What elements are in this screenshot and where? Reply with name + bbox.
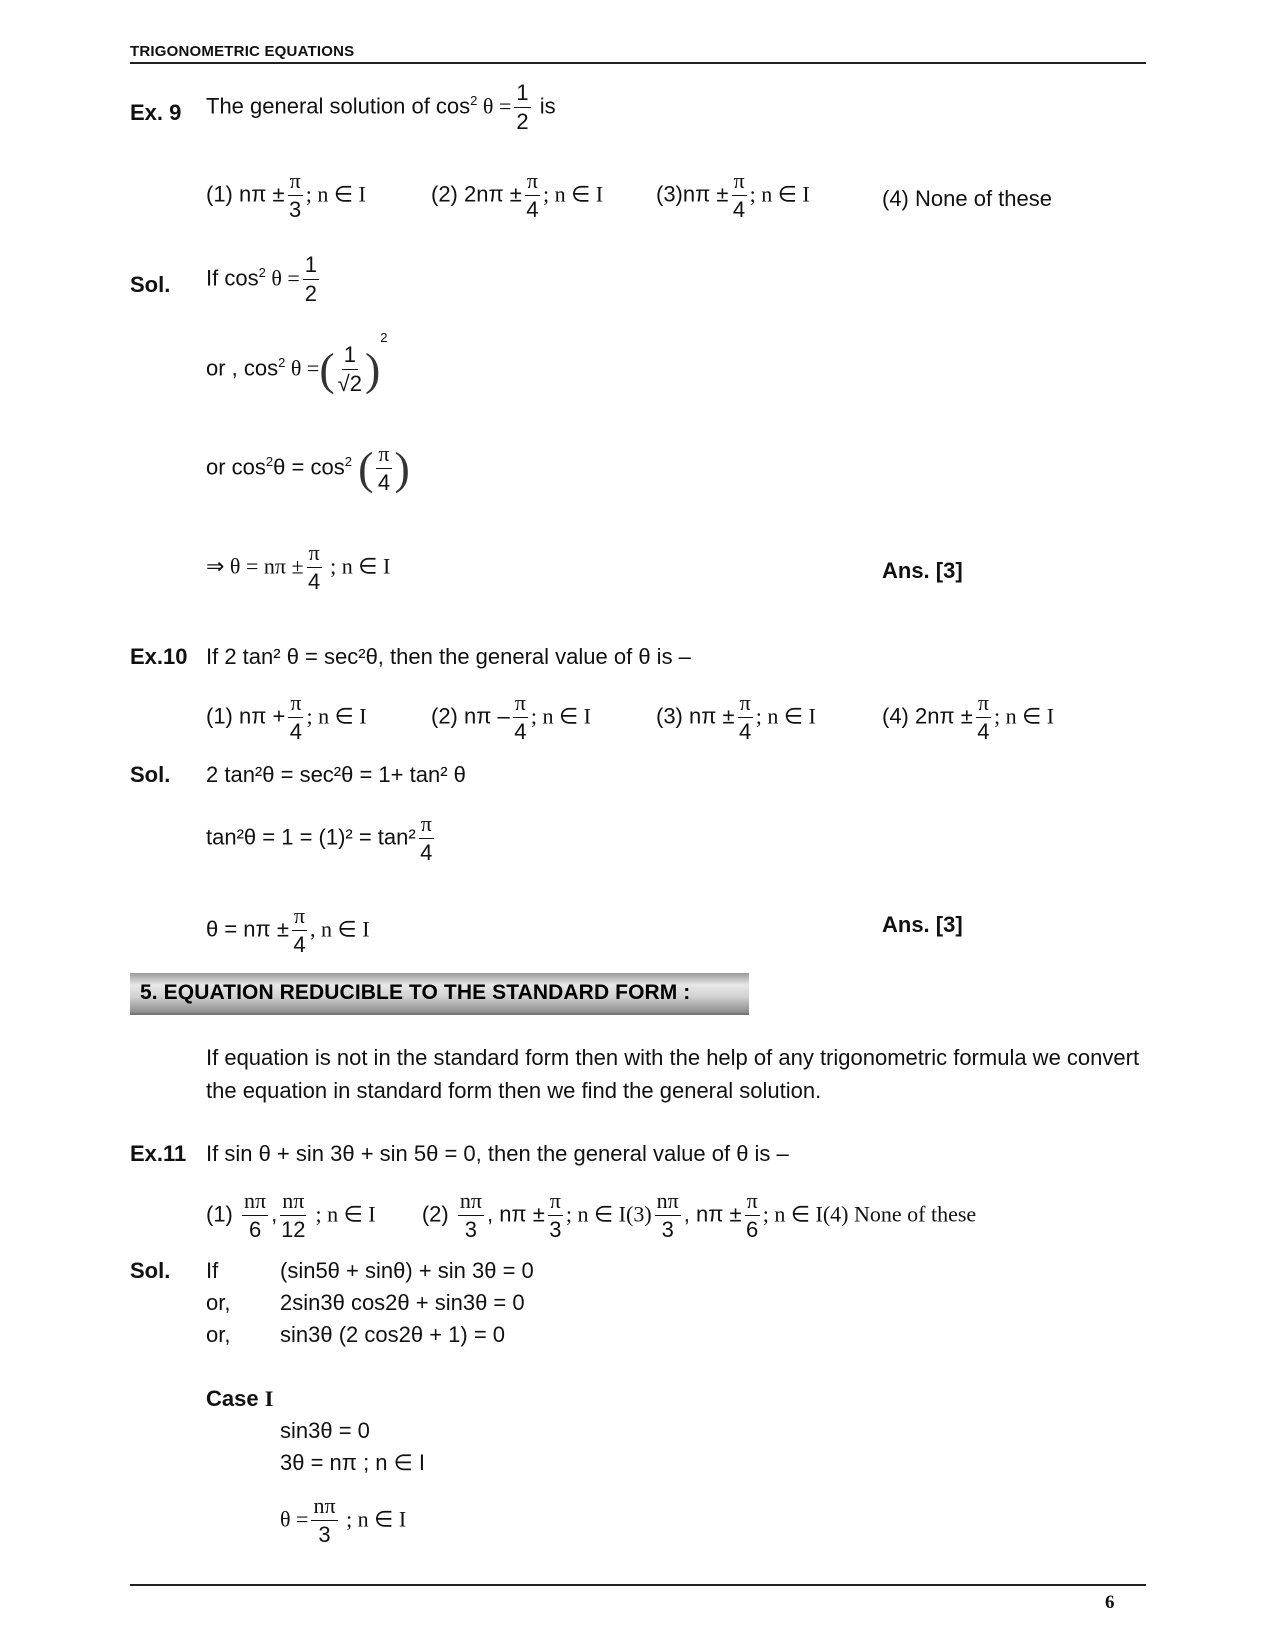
fraction [303, 254, 319, 305]
numerator: nπ [280, 1190, 306, 1216]
ex9-option-1 [206, 170, 366, 221]
running-header-title: TRIGONOMETRIC EQUATIONS [130, 43, 355, 60]
ex10-sol-label: Sol. [130, 762, 171, 787]
text: θ = [265, 265, 300, 291]
text: If cos [206, 265, 259, 291]
text: or , cos [206, 355, 279, 381]
numerator: nπ [311, 1495, 337, 1521]
fraction [288, 170, 303, 221]
section5-paragraph: If equation is not in the standard form then with the help of any trigonometric formula we convert the equation in standard form then we find the general solution. [206, 1045, 1140, 1103]
ex9-option-2 [431, 170, 603, 221]
option-prefix: (1) nπ ± [206, 181, 285, 207]
numerator: π [376, 443, 391, 469]
numerator: π [976, 692, 991, 718]
numerator: 1 [342, 344, 358, 370]
numerator: π [513, 692, 528, 718]
denominator: 3 [318, 1522, 331, 1547]
ex11-question: If sin θ + sin 3θ + sin 5θ = 0, then the general value of θ is – [206, 1141, 789, 1166]
numerator: π [525, 170, 540, 196]
ex9-option-4: (4) None of these [882, 186, 1052, 211]
text: θ = cos [273, 454, 345, 480]
fraction [548, 1190, 563, 1241]
ex10-option-1 [206, 692, 367, 743]
text: θ = [285, 355, 320, 381]
option-prefix: (1) nπ + [206, 703, 286, 729]
text: ; n ∈ I [340, 1506, 407, 1532]
ex9-question [206, 82, 556, 133]
option-suffix: ; n ∈ I(3) [565, 1201, 652, 1227]
fraction [976, 692, 991, 743]
option-suffix: ; n ∈ I [993, 703, 1055, 729]
denominator: 4 [514, 719, 527, 744]
page-number: 6 [1105, 1592, 1115, 1613]
fraction [288, 692, 303, 743]
ex11-sol-lead-3: or, [206, 1322, 231, 1347]
ex10-option-3 [656, 692, 816, 743]
option-prefix: (3) nπ ± [656, 703, 735, 729]
ex10-label: Ex.10 [130, 644, 188, 669]
ex10-sol-line-3 [206, 905, 370, 956]
text: 3θ = nπ ; n ∈ I [280, 1450, 426, 1475]
ex10-question: If 2 tan² θ = sec²θ, then the general value of θ is – [206, 644, 691, 669]
option-suffix: ; n ∈ I [315, 1201, 376, 1227]
case-numeral: I [264, 1386, 274, 1411]
ex9-question-suffix: is [533, 93, 556, 119]
denominator: 4 [289, 719, 303, 744]
option-suffix: ; n ∈ I(4) None of these [762, 1201, 977, 1227]
numerator: π [738, 692, 753, 718]
case-line-1: sin3θ = 0 [280, 1418, 370, 1443]
numerator: nπ [655, 1190, 681, 1216]
option-suffix: ; n ∈ I [755, 703, 816, 729]
text: , nπ ± [486, 1201, 545, 1227]
ex9-answer: Ans. [3] [882, 558, 963, 583]
denominator: 3 [464, 1217, 478, 1242]
option-suffix: ; n ∈ I [542, 181, 604, 207]
numerator: π [419, 813, 434, 839]
numerator: π [288, 170, 303, 196]
numerator: nπ [242, 1190, 268, 1216]
fraction [732, 170, 747, 221]
text: ⇒ θ = nπ ± [206, 553, 304, 579]
denominator: 6 [746, 1217, 759, 1242]
denominator: 2 [516, 109, 529, 134]
superscript: 2 [258, 264, 266, 280]
denominator: 4 [739, 719, 752, 744]
numerator: 1 [514, 82, 530, 108]
fraction [292, 905, 307, 956]
option-prefix: (2) nπ – [431, 703, 510, 729]
fraction [338, 344, 362, 395]
denominator: 4 [307, 569, 321, 594]
ex9-sol-line-1 [206, 254, 322, 305]
superscript: 2 [278, 354, 286, 370]
denominator: 3 [661, 1217, 674, 1242]
ex9-sol-line-4 [206, 542, 390, 593]
denominator: 2 [304, 281, 318, 306]
ex11-options: (1) $\frac{n\pi}{6}$ , $\frac{n\pi}{12}$ ; n ∈ I (2) $\frac{n\pi}{3}$ , nπ ± $\frac{\pi}{3}$ ; n ∈ I(3) $\frac{n\pi}{3}$ , nπ ± $\frac{\pi}{6}$ ; n ∈ I(4) None of these [206, 1188, 977, 1242]
ex10-option-2 [431, 692, 591, 743]
ex9-question-mid: θ = [477, 93, 512, 119]
right-paren: ) [364, 343, 381, 395]
text: tan²θ = 1 = (1)² = tan² [206, 824, 416, 850]
footer-rule [130, 1584, 1146, 1586]
option-suffix: ; n ∈ I [305, 181, 366, 207]
ex11-sol-expr-1: (sin5θ + sinθ) + sin 3θ = 0 [280, 1258, 534, 1283]
text: θ = [280, 1506, 309, 1532]
ex11-sol-expr-2: 2sin3θ cos2θ + sin3θ = 0 [280, 1290, 525, 1315]
numerator: π [745, 1190, 760, 1216]
exponent: 2 [380, 330, 388, 345]
denominator: 4 [420, 840, 433, 865]
section-heading: 5. EQUATION REDUCIBLE TO THE STANDARD FORM : [140, 981, 691, 1004]
denominator: 12 [281, 1217, 306, 1242]
numerator: 1 [303, 254, 319, 280]
fraction [745, 1190, 760, 1241]
fraction [419, 813, 434, 864]
case-line-3 [280, 1495, 406, 1546]
text: ; n ∈ I [324, 553, 391, 579]
numerator: π [288, 692, 303, 718]
right-paren: ) [394, 442, 410, 494]
ex9-sol-line-2 [206, 330, 388, 396]
option-1-label: (1) [206, 1201, 233, 1227]
ex9-option-3 [656, 170, 810, 221]
text: or cos [206, 454, 266, 480]
fraction [513, 692, 528, 743]
option-prefix: (4) 2nπ ± [882, 703, 973, 729]
left-paren: ( [358, 442, 374, 494]
ex10-sol-line-1: 2 tan²θ = sec²θ = 1+ tan² θ [206, 762, 466, 787]
numerator: π [292, 905, 307, 931]
ex9-question-text: The general solution of cos [206, 93, 471, 119]
ex9-label: Ex. 9 [130, 100, 182, 125]
ex11-sol-expr-3: sin3θ (2 cos2θ + 1) = 0 [280, 1322, 506, 1347]
numerator: π [548, 1190, 563, 1216]
fraction [242, 1190, 268, 1241]
denominator: 6 [248, 1217, 262, 1242]
ex11-sol-label: Sol. [130, 1258, 171, 1283]
case-heading [206, 1386, 273, 1412]
numerator: nπ [458, 1190, 484, 1216]
denominator: √2 [337, 371, 362, 396]
option-suffix: ; n ∈ I [749, 181, 810, 207]
option-prefix: (2) 2nπ ± [431, 181, 522, 207]
ex10-option-4 [882, 692, 1054, 743]
fraction [307, 542, 322, 593]
fraction [514, 82, 530, 133]
ex10-answer: Ans. [3] [882, 912, 963, 937]
option-suffix: ; n ∈ I [530, 703, 591, 729]
denominator: 4 [526, 197, 539, 222]
denominator: 3 [549, 1217, 562, 1242]
superscript: 2 [344, 453, 352, 469]
ex10-sol-line-2 [206, 813, 437, 864]
denominator: 4 [977, 719, 990, 744]
case-line-2 [280, 1450, 425, 1476]
numerator: π [307, 542, 322, 568]
fraction [376, 443, 391, 494]
superscript: 2 [470, 92, 478, 108]
option-suffix: ; n ∈ I [306, 703, 367, 729]
section-heading-bar [130, 973, 749, 1015]
option-prefix: (3)nπ ± [656, 181, 729, 207]
text: , nπ ± [683, 1201, 742, 1227]
denominator: 4 [293, 932, 306, 957]
ex9-sol-line-3 [206, 443, 410, 494]
ex11-sol-lead-2: or, [206, 1290, 231, 1315]
fraction [280, 1190, 306, 1241]
fraction [655, 1190, 681, 1241]
header-rule [130, 62, 1146, 64]
ex9-sol-label: Sol. [130, 272, 171, 297]
case-label: Case [206, 1386, 259, 1411]
ex11-label: Ex.11 [130, 1141, 187, 1166]
numerator: π [732, 170, 747, 196]
denominator: 3 [289, 197, 302, 222]
option-2-label: (2) [421, 1201, 449, 1227]
text: θ = nπ ± [206, 916, 289, 942]
fraction [311, 1495, 337, 1546]
ex11-sol-lead-1: If [206, 1258, 219, 1283]
left-paren: ( [319, 343, 335, 395]
fraction [458, 1190, 484, 1241]
superscript: 2 [265, 453, 274, 469]
fraction [738, 692, 753, 743]
denominator: 4 [377, 470, 391, 495]
text: , n ∈ I [310, 916, 370, 942]
fraction [525, 170, 540, 221]
denominator: 4 [732, 197, 746, 222]
